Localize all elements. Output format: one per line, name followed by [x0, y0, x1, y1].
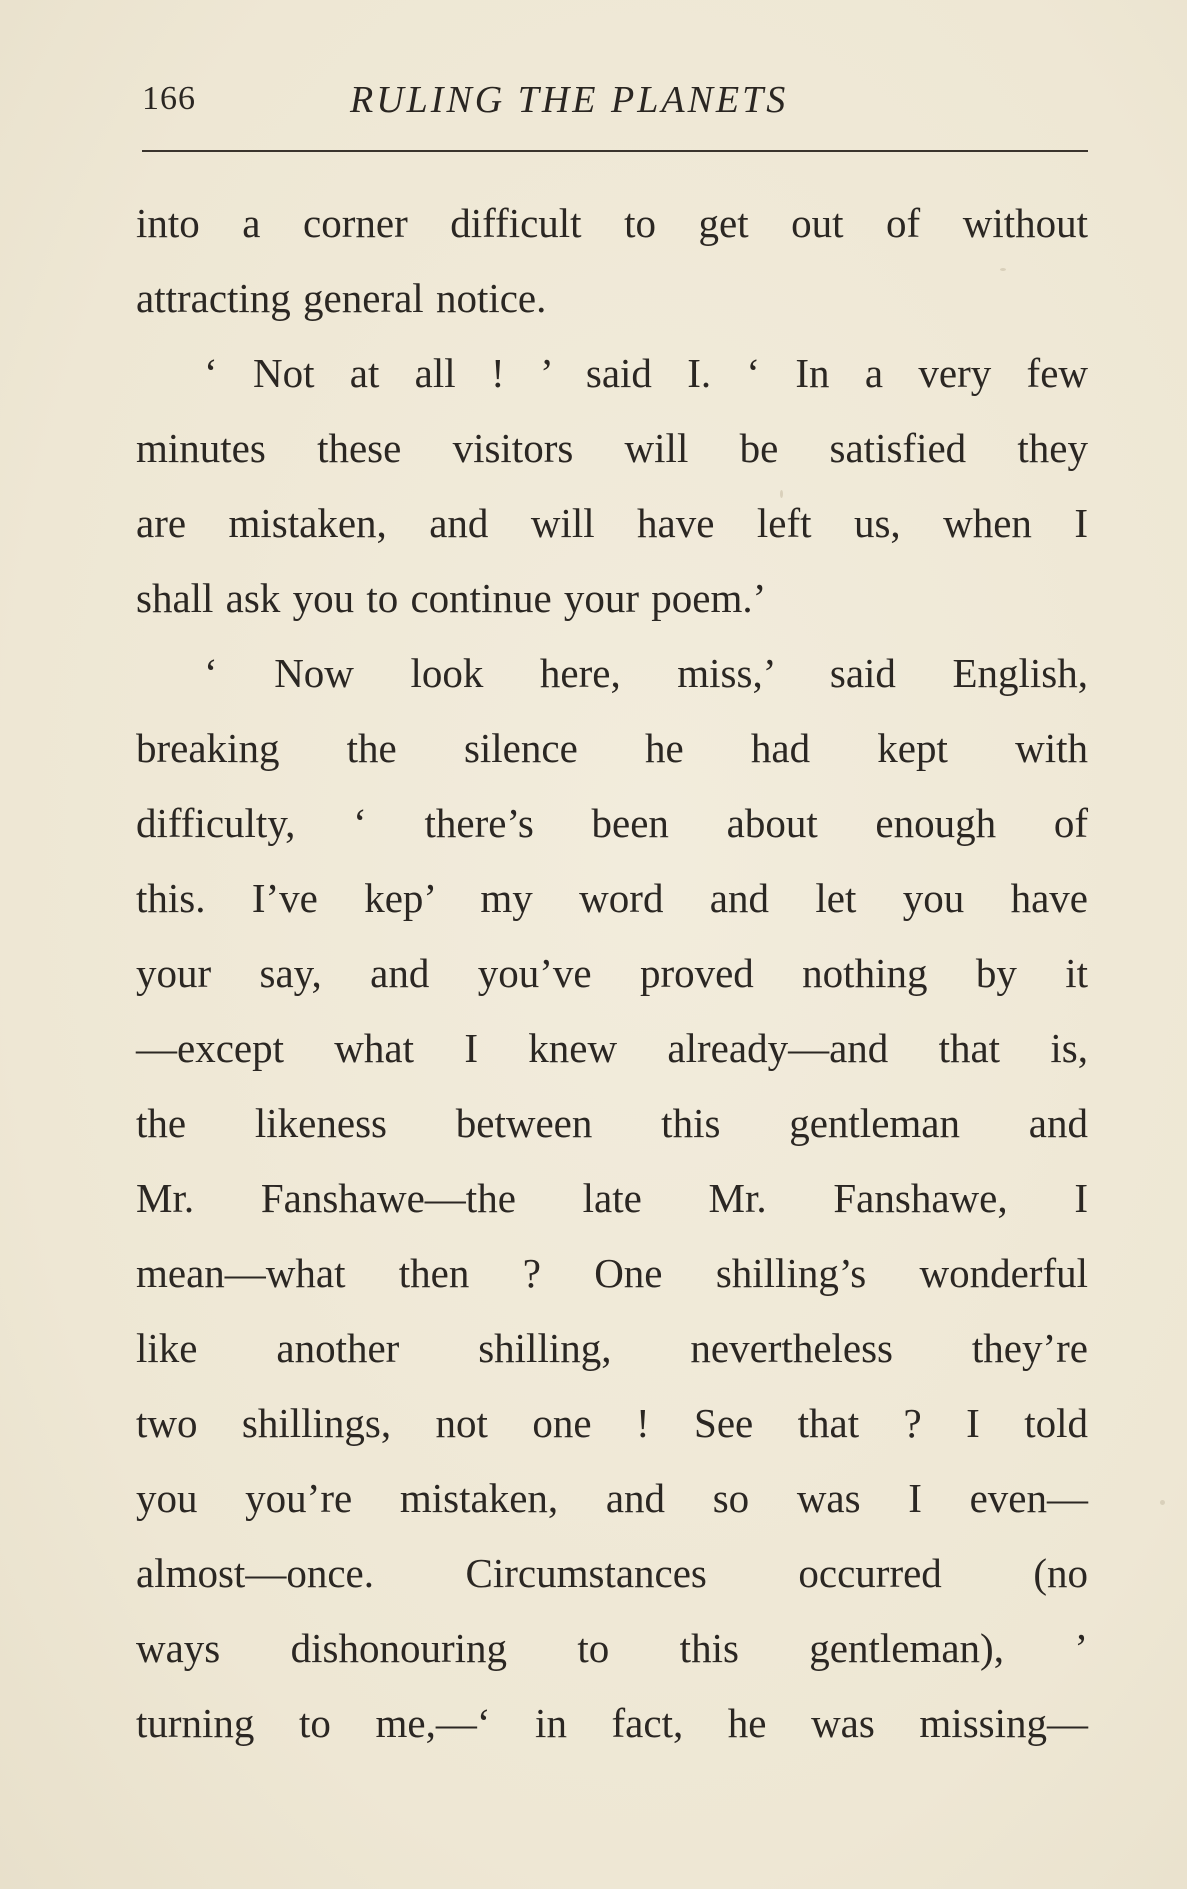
- paper-speck: [780, 490, 783, 498]
- text-line: Mr. Fanshawe—the late Mr. Fanshawe, I: [136, 1175, 1088, 1221]
- paper-speck: [1000, 268, 1006, 271]
- running-title: RULING THE PLANETS: [350, 79, 789, 121]
- text-line: this. I’ve kep’ my word and let you have: [136, 875, 1088, 921]
- text-line: minutes these visitors will be satisfied they: [136, 425, 1088, 471]
- text-line: almost—once. Circumstances occurred (no: [136, 1550, 1088, 1596]
- text-line: two shillings, not one ! See that ? I told: [136, 1400, 1088, 1446]
- text-line: shall ask you to continue your poem.’: [136, 575, 767, 621]
- text-line: your say, and you’ve proved nothing by it: [136, 950, 1088, 996]
- text-line: mean—what then ? One shilling’s wonderful: [136, 1250, 1088, 1296]
- header-rule: [142, 150, 1088, 152]
- text-line: difficulty, ‘ there’s been about enough of: [136, 800, 1088, 846]
- text-line: ways dishonouring to this gentleman), ’: [136, 1625, 1088, 1671]
- paper-speck: [1160, 1500, 1165, 1505]
- text-line: breaking the silence he had kept with: [136, 725, 1088, 771]
- text-line: ‘ Not at all ! ’ said I. ‘ In a very few: [204, 350, 1088, 396]
- body-text: [136, 193, 1088, 1768]
- text-line: —except what I knew already—and that is,: [136, 1025, 1088, 1071]
- text-line: attracting general notice.: [136, 275, 547, 321]
- text-line: the likeness between this gentleman and: [136, 1100, 1088, 1146]
- text-line: like another shilling, nevertheless they’re: [136, 1325, 1088, 1371]
- text-line: are mistaken, and will have left us, when I: [136, 500, 1088, 546]
- text-line: into a corner difficult to get out of without: [136, 200, 1088, 246]
- text-line: turning to me,—‘ in fact, he was missing—: [136, 1700, 1088, 1746]
- running-header: [140, 70, 1088, 130]
- text-line: ‘ Now look here, miss,’ said English,: [204, 650, 1088, 696]
- page-number: 166: [142, 80, 196, 117]
- text-line: you you’re mistaken, and so was I even—: [136, 1475, 1088, 1521]
